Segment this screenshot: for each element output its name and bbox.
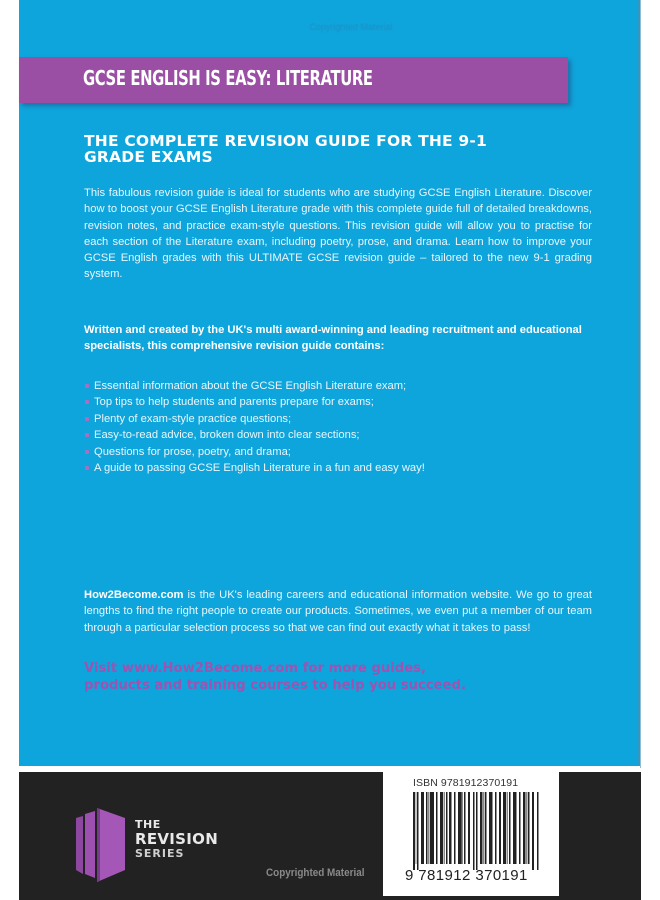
bullet-icon — [85, 450, 89, 454]
visit-line-1: Visit www.How2Become.com for more guides, — [84, 661, 427, 676]
bullet-icon — [85, 384, 89, 388]
list-item: Plenty of exam-style practice questions; — [84, 411, 584, 427]
heading-line-1: THE COMPLETE REVISION GUIDE FOR THE 9-1 — [84, 132, 488, 150]
visit-line-2: products and training courses to help you succeed. — [84, 678, 466, 693]
book-title: GCSE ENGLISH IS EASY: LITERATURE — [83, 66, 373, 90]
revision-series-logo-icon — [76, 806, 136, 882]
list-item: Essential information about the GCSE English Literature exam; — [84, 378, 584, 394]
list-item: Top tips to help students and parents prepare for exams; — [84, 394, 584, 410]
contents-list — [84, 378, 584, 476]
intro-paragraph: This fabulous revision guide is ideal for students who are studying GCSE English Literature. Discover how to boost your GCSE English Literature grade with this complete guide full of detailed breakdowns, revision notes, and practice exam-style questions. This revision guide will allow you to practise for each section of the Literature exam, including poetry, prose, and drama. Learn how to improve your GCSE English grades with this ULTIMATE GCSE revision guide – tailored to the new 9-1 grading system. — [84, 187, 592, 281]
list-item: Easy-to-read advice, broken down into clear sections; — [84, 427, 584, 443]
cover-edge-shadow — [638, 0, 641, 768]
copyright-watermark-top: Copyrighted Material — [309, 22, 393, 32]
bullet-icon — [85, 417, 89, 421]
list-item: Questions for prose, poetry, and drama; — [84, 444, 584, 460]
bullet-icon — [85, 466, 89, 470]
brand-name: How2Become.com — [84, 589, 184, 601]
revision-series-logo-text: THE REVISION SERIES — [135, 818, 219, 860]
visit-website-callout — [84, 660, 604, 694]
bullet-icon — [85, 400, 89, 404]
about-paragraph: How2Become.com is the UK's leading careers and educational information website. We go to great lengths to find the right people to create our products. Sometimes, we even put a member of our team through a particular selection process so that we can find out exactly what it takes to pass! — [84, 589, 592, 634]
cover-heading — [84, 133, 604, 165]
heading-line-2: GRADE EXAMS — [84, 148, 213, 166]
bullet-icon — [85, 433, 89, 437]
isbn-label: ISBN 9781912370191 — [413, 777, 519, 789]
barcode-icon — [413, 792, 540, 870]
title-banner — [19, 57, 568, 103]
barcode-number: 9 781912 370191 — [405, 867, 528, 884]
barcode-panel — [383, 772, 559, 896]
copyright-watermark: Copyrighted Material — [266, 867, 365, 879]
bottom-band — [19, 772, 641, 900]
list-item: A guide to passing GCSE English Literature in a fun and easy way! — [84, 460, 584, 476]
written-by-paragraph: Written and created by the UK's multi award-winning and leading recruitment and educational specialists, this comprehensive revision guide contains: — [84, 324, 582, 353]
